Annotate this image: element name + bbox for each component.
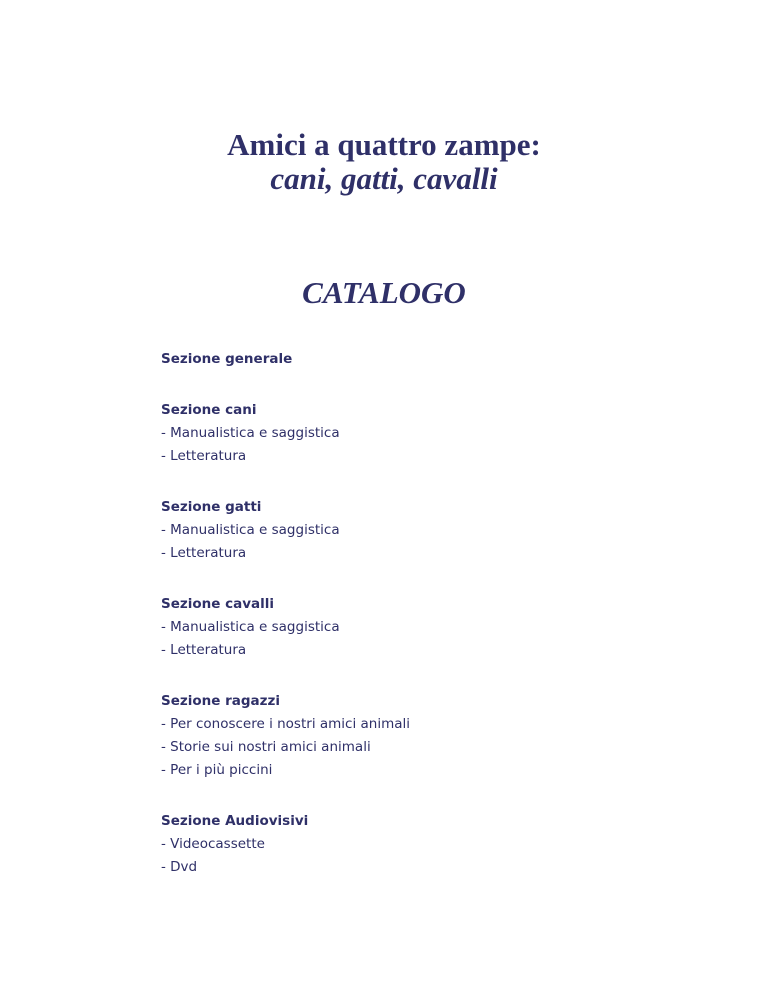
title-line-1: Amici a quattro zampe: [227, 127, 541, 162]
section-item: - Per i più piccini [161, 762, 273, 778]
section-gatti [161, 496, 721, 565]
section-item: - Manualistica e saggistica [161, 425, 340, 441]
section-title: Sezione gatti [161, 499, 262, 515]
section-title: Sezione cavalli [161, 596, 275, 612]
section-cani [161, 399, 721, 468]
section-ragazzi [161, 690, 721, 782]
document-title [0, 128, 768, 196]
section-title: Sezione ragazzi [161, 693, 280, 709]
section-item: - Manualistica e saggistica [161, 522, 340, 538]
section-item: - Per conoscere i nostri amici animali [161, 716, 410, 732]
sections-list [161, 348, 721, 907]
section-item: - Manualistica e saggistica [161, 619, 340, 635]
section-item: - Letteratura [161, 545, 247, 561]
title-line-2: cani, gatti, cavalli [270, 161, 498, 196]
section-item: - Storie sui nostri amici animali [161, 739, 371, 755]
section-item: - Letteratura [161, 448, 247, 464]
section-item: - Letteratura [161, 642, 247, 658]
section-title: Sezione cani [161, 402, 257, 418]
section-cavalli [161, 593, 721, 662]
catalog-heading: CATALOGO [302, 275, 466, 310]
section-title: Sezione generale [161, 351, 293, 367]
section-generale [161, 348, 721, 371]
section-audiovisivi [161, 810, 721, 879]
section-title: Sezione Audiovisivi [161, 813, 309, 829]
section-item: - Videocassette [161, 836, 265, 852]
section-item: - Dvd [161, 859, 198, 875]
